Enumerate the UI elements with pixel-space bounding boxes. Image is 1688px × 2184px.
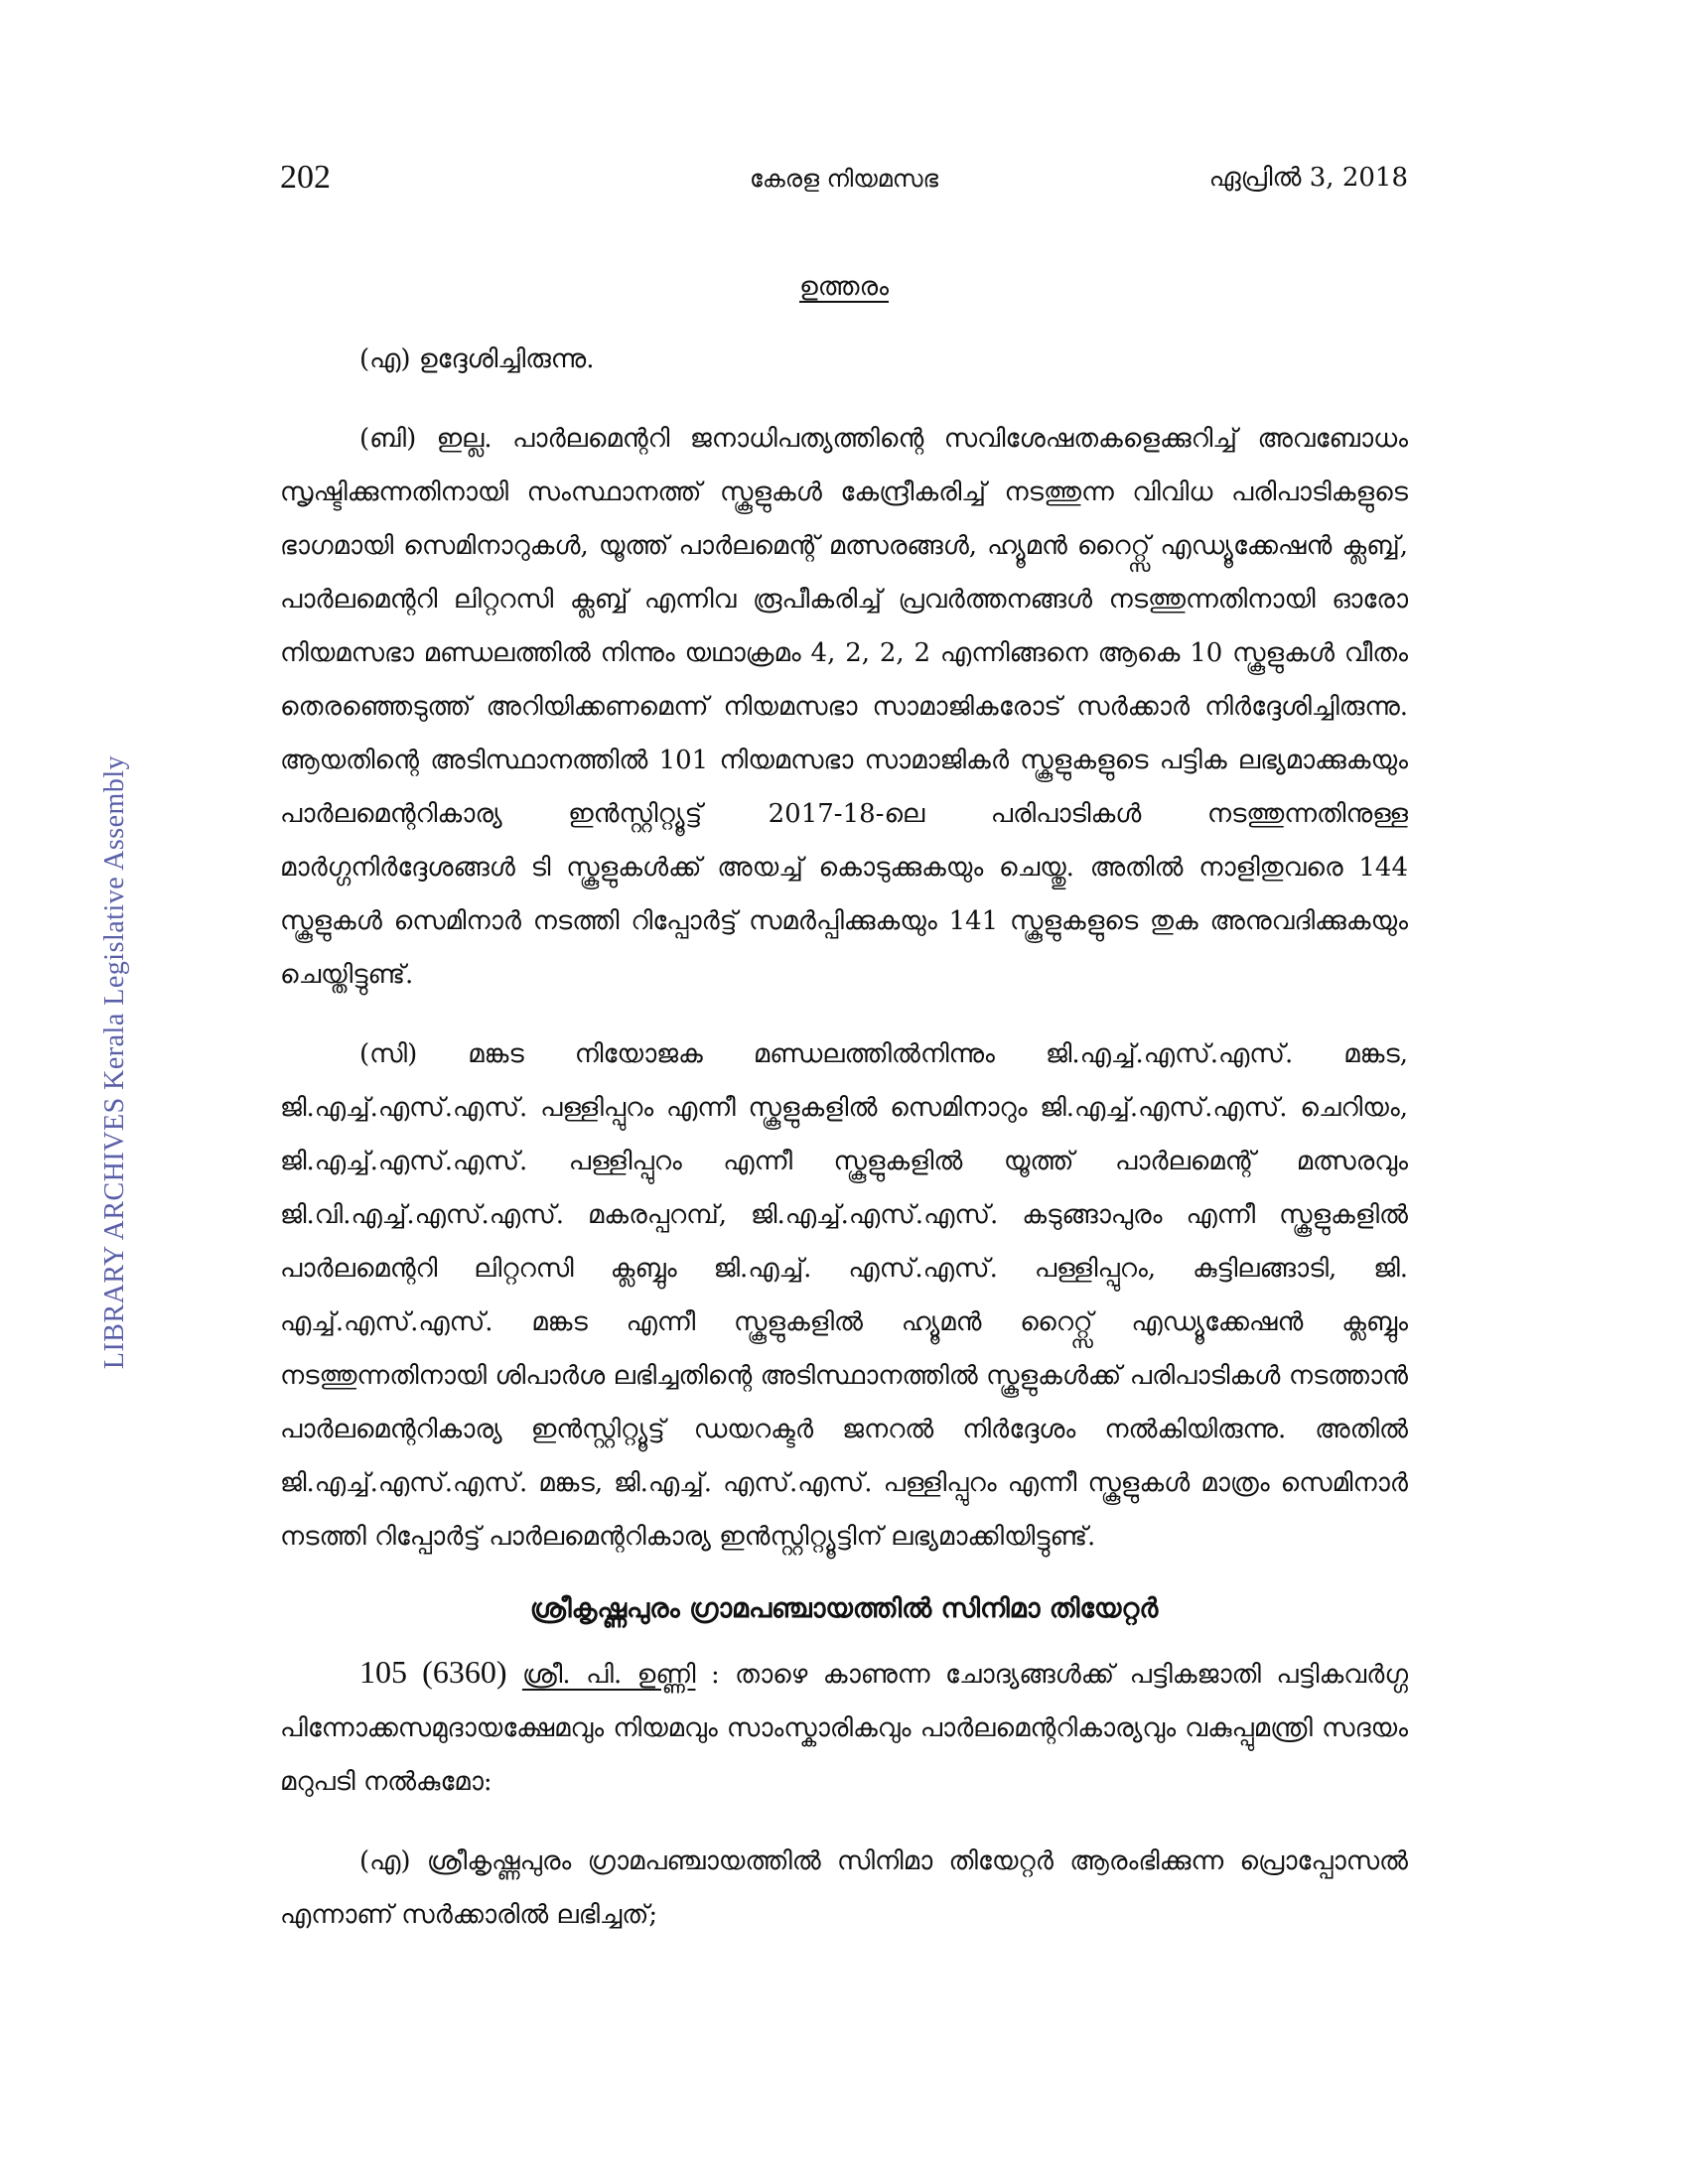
question-heading: ശ്രീകൃഷ്ണപുരം ഗ്രാമപഞ്ചായത്തിൽ സിനിമാ തിയേറ്റർ: [529, 1593, 1159, 1624]
answer-part-c: (സി) മങ്കട നിയോജക മണ്ഡലത്തിൽനിന്നും ജി.എച്ച്.എസ്.എസ്. മങ്കട, ജി.എച്ച്.എസ്.എസ്. പള്ളിപ്പുറം എന്നീ സ്കൂളുകളിൽ സെമിനാറും ജി.എച്ച്.എസ്.എസ്. ചെറിയം, ജി.എച്ച്.എസ്.എസ്. പള്ളിപ്പുറം എന്നീ സ്കൂളുകളിൽ യൂത്ത് പാർലമെന്റ് മത്സരവും ജി.വി.എച്ച്.എസ്.എസ്. മകരപ്പറമ്പ്, ജി.എച്ച്.എസ്.എസ്. കടുങ്ങാപുരം എന്നീ സ്കൂളുകളിൽ പാർലമെന്ററി ലിറ്ററസി ക്ലബ്ബും ജി.എച്ച്. എസ്.എസ്. പള്ളിപ്പുറം, കുട്ടിലങ്ങാടി, ജി. എച്ച്.എസ്.എസ്. മങ്കട എന്നീ സ്കൂളുകളിൽ ഹ്യൂമൻ റൈറ്റ്സ് എഡ്യൂക്കേഷൻ ക്ലബ്ബും നടത്തുന്നതിനായി ശിപാർശ ലഭിച്ചതിന്റെ അടിസ്ഥാനത്തിൽ സ്കൂളുകൾക്ക് പരിപാടികൾ നടത്താൻ പാർലമെന്ററികാര്യ ഇൻസ്റ്റിറ്റ്യൂട്ട് ഡയറക്ടർ ജനറൽ നിർദ്ദേശം നൽകിയിരുന്നു. അതിൽ ജി.എച്ച്.എസ്.എസ്. മങ്കട, ജി.എച്ച്. എസ്.എസ്. പള്ളിപ്പുറം എന്നീ സ്കൂളുകൾ മാത്രം സെമിനാർ നടത്തി റിപ്പോർട്ട് പാർലമെന്ററികാര്യ ഇൻസ്റ്റിറ്റ്യൂട്ടിന് ലഭ്യമാക്കിയിട്ടുണ്ട്.: [280, 1039, 1408, 1552]
member-name: ശ്രീ. പി. ഉണ്ണി: [521, 1660, 696, 1690]
question-number: 105 (6360): [359, 1654, 507, 1690]
page-header: [280, 159, 1408, 208]
question-intro-text: : താഴെ കാണുന്ന ചോദ്യങ്ങൾക്ക് പട്ടികജാതി പട്ടികവർഗ്ഗ പിന്നോക്കസമുദായക്ഷേമവും നിയമവും സാംസ്കാരികവും പാർലമെന്ററികാര്യവും വകുപ്പുമന്ത്രി സദയം മറുപടി നൽകുമോ:: [280, 1660, 1408, 1797]
running-date: ഏപ്രിൽ 3, 2018: [1208, 163, 1408, 193]
question-intro: [280, 1645, 1408, 1809]
page-body: [280, 272, 1408, 1942]
question-part-a: (എ) ശ്രീകൃഷ്ണപുരം ഗ്രാമപഞ്ചായത്തിൽ സിനിമാ തിയേറ്റർ ആരംഭിക്കുന്ന പ്രൊപ്പോസൽ എന്നാണ് സർക്കാരിൽ ലഭിച്ചത്;: [280, 1846, 1408, 1930]
page-number: 202: [280, 159, 331, 196]
answer-heading: ഉത്തരം: [799, 272, 889, 302]
answer-part-b: (ബി) ഇല്ല. പാർലമെന്ററി ജനാധിപത്യത്തിന്റെ സവിശേഷതകളെക്കുറിച്ച് അവബോധം സൃഷ്ടിക്കുന്നതിനായി സംസ്ഥാനത്ത് സ്കൂളുകൾ കേന്ദ്രീകരിച്ച് നടത്തുന്ന വിവിധ പരിപാടികളുടെ ഭാഗമായി സെമിനാറുകൾ, യൂത്ത് പാർലമെന്റ് മത്സരങ്ങൾ, ഹ്യൂമൻ റൈറ്റ്സ് എഡ്യൂക്കേഷൻ ക്ലബ്ബ്, പാർലമെന്ററി ലിറ്ററസി ക്ലബ്ബ് എന്നിവ രൂപീകരിച്ച് പ്രവർത്തനങ്ങൾ നടത്തുന്നതിനായി ഓരോ നിയമസഭാ മണ്ഡലത്തിൽ നിന്നും യഥാക്രമം 4, 2, 2, 2 എന്നിങ്ങനെ ആകെ 10 സ്കൂളുകൾ വീതം തെരഞ്ഞെടുത്ത് അറിയിക്കണമെന്ന് നിയമസഭാ സാമാജികരോട് സർക്കാർ നിർദ്ദേശിച്ചിരുന്നു. ആയതിന്റെ അടിസ്ഥാനത്തിൽ 101 നിയമസഭാ സാമാജികർ സ്കൂളുകളുടെ പട്ടിക ലഭ്യമാക്കുകയും പാർലമെന്ററികാര്യ ഇൻസ്റ്റിറ്റ്യൂട്ട് 2017-18-ലെ പരിപാടികൾ നടത്തുന്നതിനുള്ള മാർഗ്ഗനിർദ്ദേശങ്ങൾ ടി സ്കൂളുകൾക്ക് അയച്ച് കൊടുക്കുകയും ചെയ്തു. അതിൽ നാളിതുവരെ 144 സ്കൂളുകൾ സെമിനാർ നടത്തി റിപ്പോർട്ട് സമർപ്പിക്കുകയും 141 സ്കൂളുകളുടെ തുക അനുവദിക്കുകയും ചെയ്തിട്ടുണ്ട്.: [280, 424, 1408, 990]
archive-watermark: [95, 754, 135, 1370]
archive-watermark-text: LIBRARY ARCHIVES Kerala Legislative Assembly: [99, 754, 130, 1370]
answer-part-a: (എ) ഉദ്ദേശിച്ചിരുന്നു.: [359, 344, 595, 374]
running-title: കേരള നിയമസഭ: [749, 165, 939, 193]
